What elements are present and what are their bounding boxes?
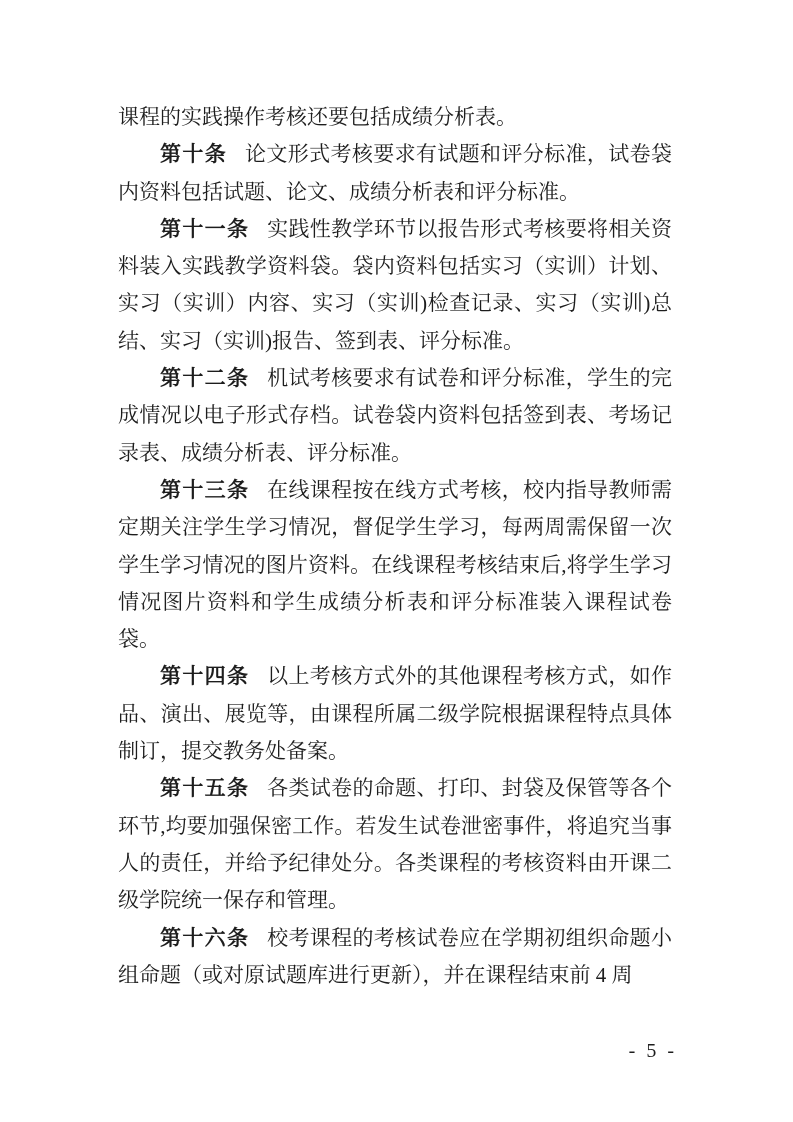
article-number: 第十条 [160, 142, 228, 167]
page-number: - 5 - [628, 1040, 677, 1062]
article-number: 第十五条 [160, 776, 250, 801]
paragraph: 课程的实践操作考核还要包括成绩分析表。 [118, 105, 517, 129]
article-number: 第十四条 [160, 664, 250, 689]
paragraph: 第十六条 校考课程的考核试卷应在学期初组织命题小组命题（或对原试题库进行更新），并在课程结束前 4 周 [118, 925, 673, 987]
article-number: 第十三条 [160, 477, 250, 502]
article-number: 第十一条 [160, 216, 250, 241]
paragraph: 第十条 论文形式考核要求有试题和评分标准，试卷袋内资料包括试题、论文、成绩分析表和评分标准。 [118, 142, 673, 204]
paragraph: 第十二条 机试考核要求有试卷和评分标准，学生的完成情况以电子形式存档。试卷袋内资料包括签到表、考场记录表、成绩分析表、评分标准。 [118, 366, 673, 465]
paragraph: 第十五条 各类试卷的命题、打印、封袋及保管等各个环节,均要加强保密工作。若发生试卷泄密事件，将追究当事人的责任，并给予纪律处分。各类课程的考核资料由开课二级学院统一保存和管理。 [118, 776, 673, 913]
paragraph: 第十三条 在线课程按在线方式考核，校内指导教师需定期关注学生学习情况，督促学生学习，每两周需保留一次学生学习情况的图片资料。在线课程考核结束后,将学生学习情况图片资料和学生成绩分析表和评分标准装入课程试卷袋。 [118, 477, 673, 652]
article-number: 第十六条 [160, 925, 250, 950]
paragraph: 第十一条 实践性教学环节以报告形式考核要将相关资料装入实践教学资料袋。袋内资料包括实习（实训）计划、实习（实训）内容、实习（实训)检查记录、实习（实训)总结、实习（实训)报告、签到表、评分标准。 [118, 216, 673, 353]
paragraph: 第十四条 以上考核方式外的其他课程考核方式，如作品、演出、展览等，由课程所属二级学院根据课程特点具体制订，提交教务处备案。 [118, 664, 673, 764]
article-number: 第十二条 [160, 366, 250, 391]
document-body [118, 99, 672, 994]
